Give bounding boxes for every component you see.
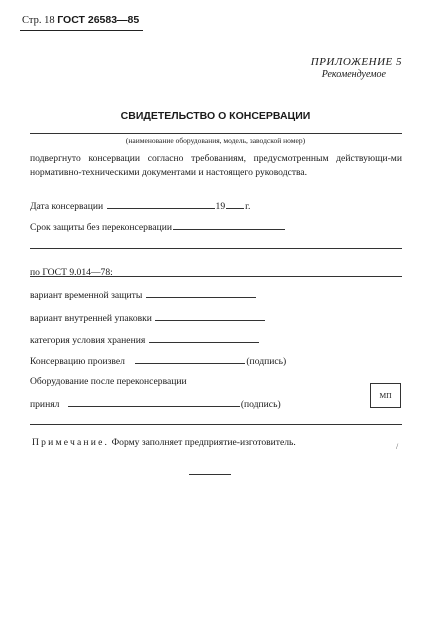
header-rule: [20, 30, 143, 31]
end-rule: [189, 474, 231, 475]
accepted-label: принял: [30, 399, 60, 410]
separator-line-1: [30, 248, 402, 249]
protection-label: Срок защиты без переконсервации: [30, 222, 173, 233]
accepted-blank: [68, 406, 240, 407]
storage-category-blank: [149, 342, 259, 343]
year-blank: [226, 208, 244, 209]
inner-packing-label: вариант внутренней упаковки: [30, 313, 152, 324]
accepted-row: [30, 399, 281, 410]
performed-by-blank: [135, 363, 245, 364]
equipment-after-row: Оборудование после переконсервации: [30, 376, 187, 387]
appendix-subtitle: Рекомендуемое: [321, 69, 386, 80]
equipment-caption: (наименование оборудования, модель, заводской номер): [125, 136, 306, 145]
protection-blank: [173, 229, 285, 230]
note-lead: Примечание.: [32, 437, 110, 448]
signature-label-2: (подпись): [240, 399, 281, 410]
separator-line-3: [30, 424, 402, 425]
inner-packing-row: [30, 313, 266, 324]
gost-reference: по ГОСТ 9.014—78:: [30, 267, 113, 278]
margin-mark: /: [396, 442, 399, 451]
standard-number: ГОСТ 26583—85: [57, 14, 140, 26]
storage-category-label: категория условия хранения: [30, 335, 146, 346]
storage-category-row: [30, 335, 260, 346]
stamp-box: МП: [370, 383, 401, 408]
conservation-paragraph: подвергнуто консервации согласно требованиям, предусмотренным действующи-ми нормативно-техническими документами и настоящего руководства.: [30, 153, 402, 178]
inner-packing-blank: [155, 320, 265, 321]
date-label: Дата консервации: [30, 201, 104, 212]
page-header: [22, 14, 139, 26]
date-year: 19: [215, 201, 226, 212]
note: [32, 437, 296, 448]
protection-row: [30, 222, 286, 233]
temp-protection-blank: [146, 297, 256, 298]
date-suffix: г.: [245, 201, 251, 212]
performed-by-label: Консервацию произвел: [30, 356, 125, 367]
performed-by-row: [30, 356, 286, 367]
temp-protection-row: [30, 290, 257, 301]
page-number: Стр. 18: [22, 15, 55, 26]
note-text: Форму заполняет предприятие-изготовитель.: [109, 437, 296, 448]
date-row: [30, 201, 250, 212]
date-blank: [107, 208, 215, 209]
appendix-title: ПРИЛОЖЕНИЕ 5: [310, 56, 402, 68]
equipment-name-line: [30, 133, 402, 134]
document-title: СВИДЕТЕЛЬСТВО О КОНСЕРВАЦИИ: [120, 110, 311, 122]
signature-label-1: (подпись): [246, 356, 287, 367]
temp-protection-label: вариант временной защиты: [30, 290, 143, 301]
